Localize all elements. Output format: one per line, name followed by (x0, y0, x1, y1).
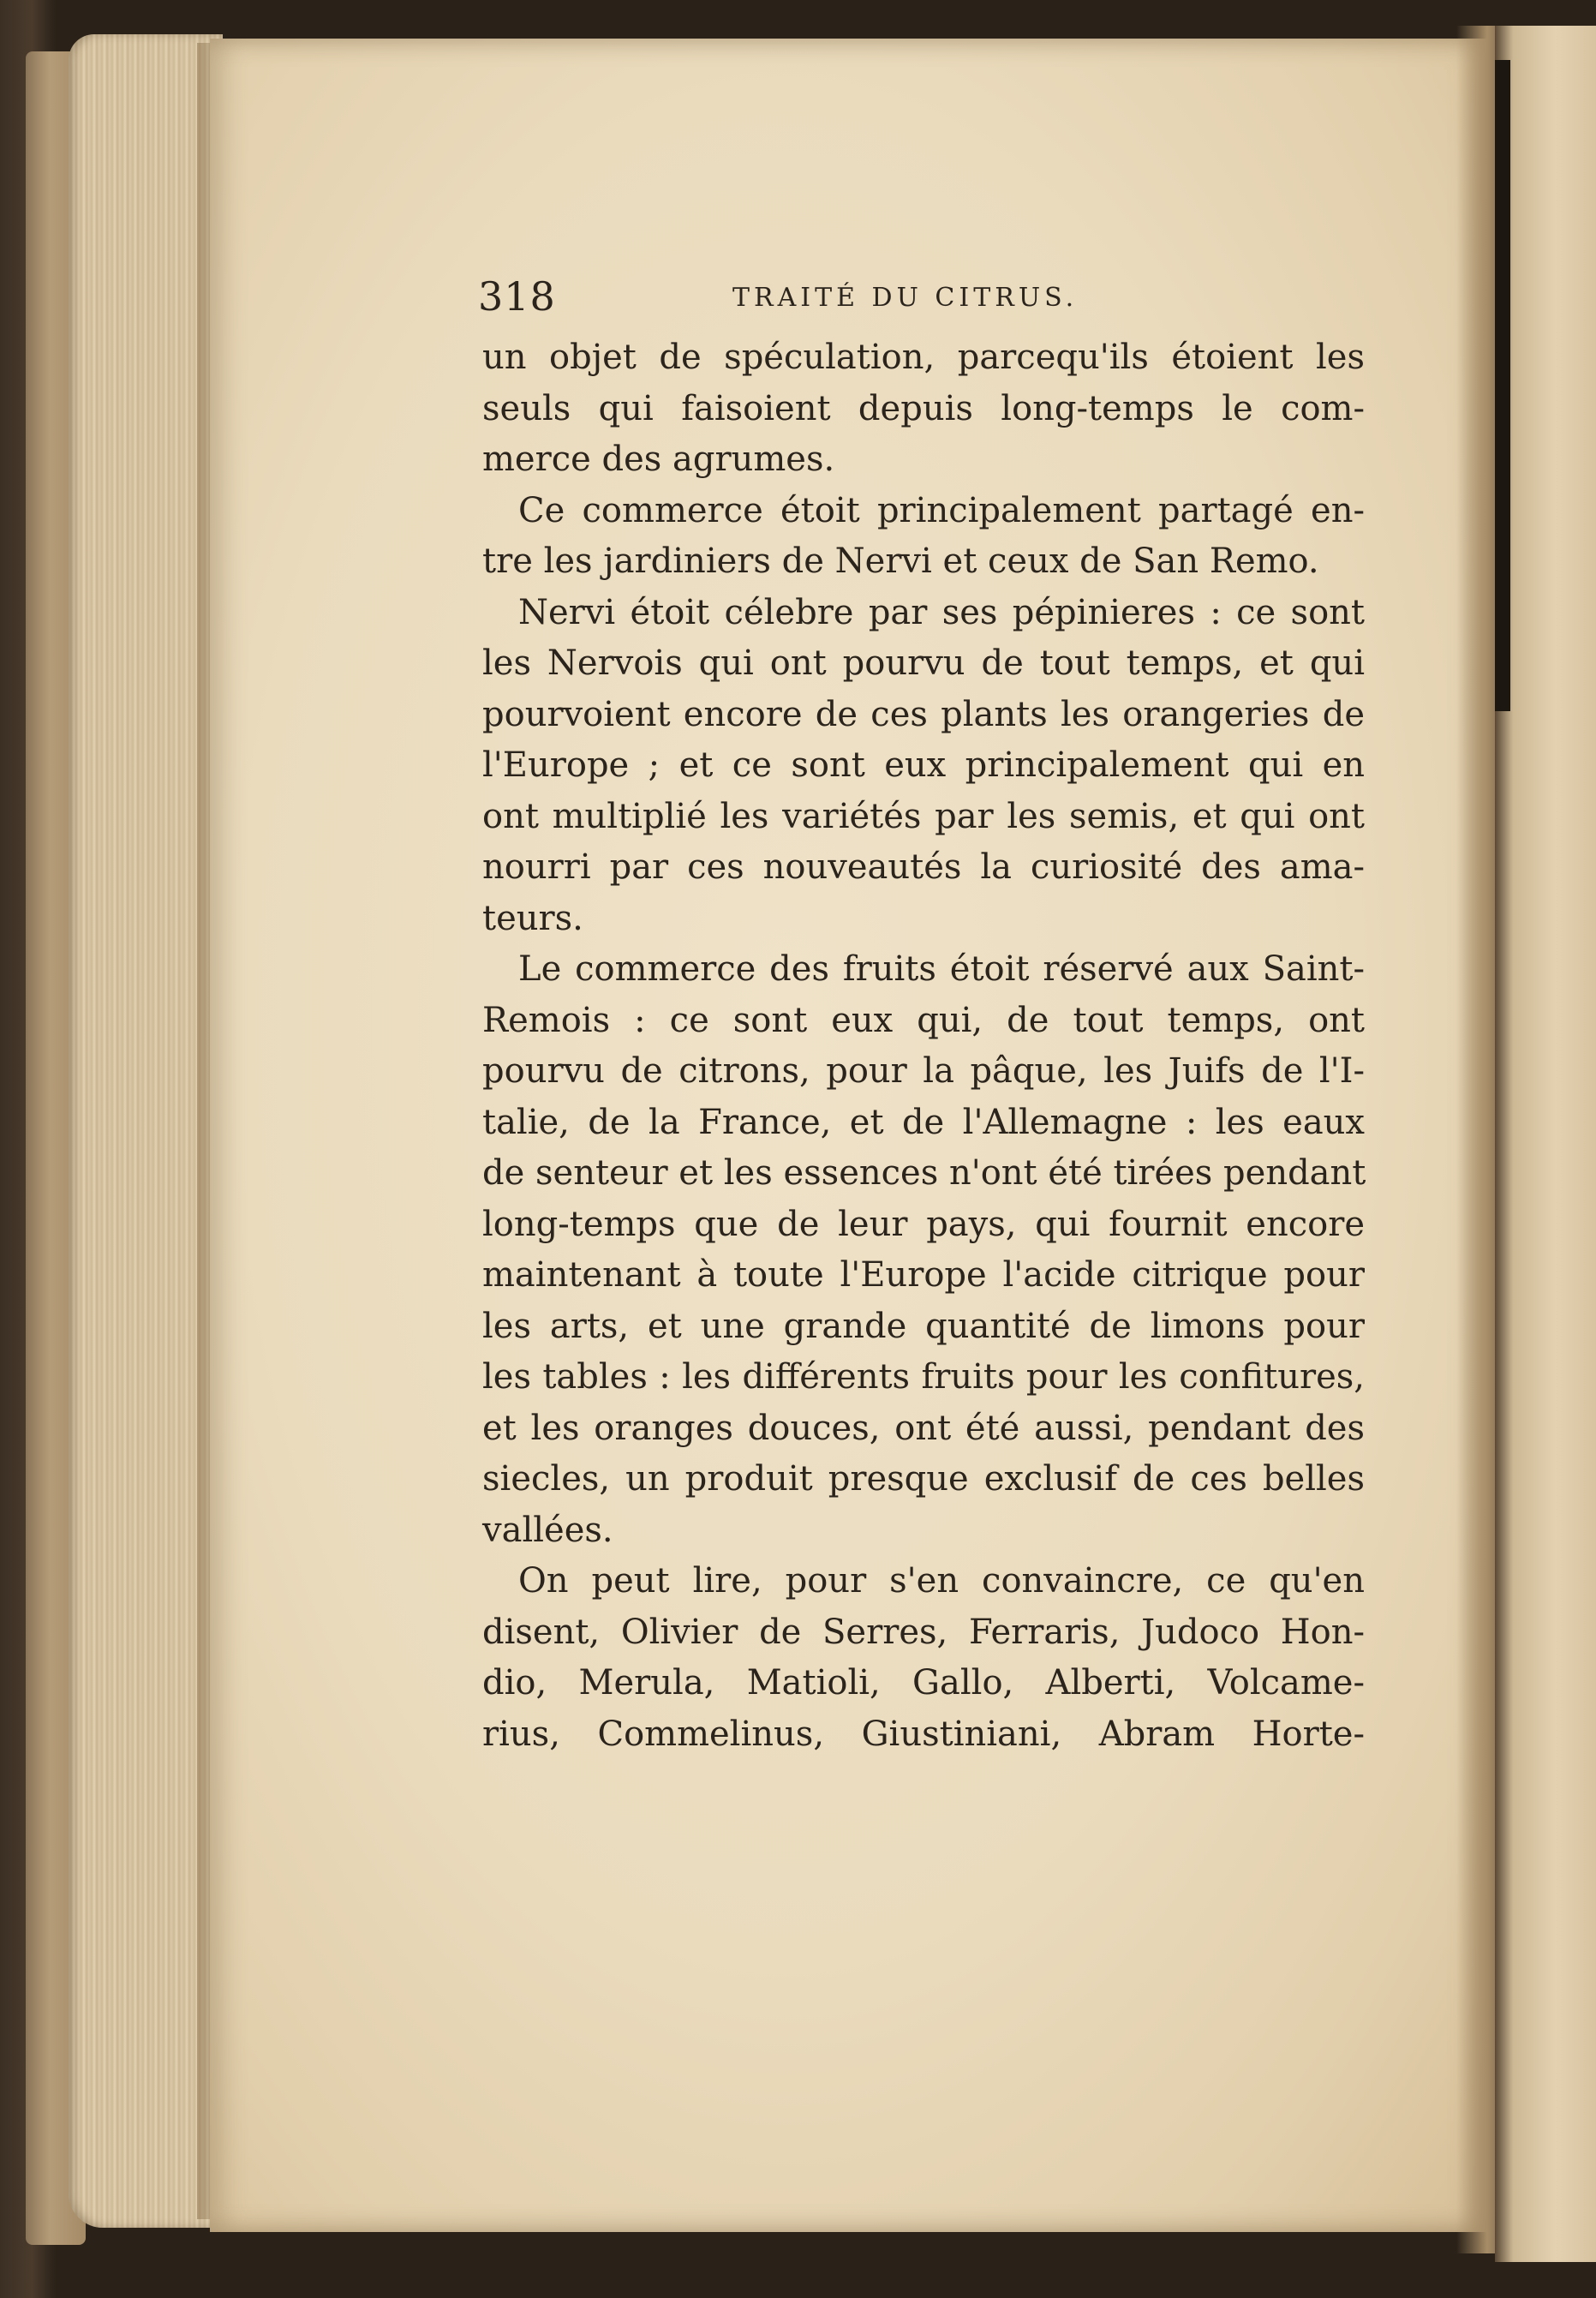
paragraph-2 (482, 486, 1365, 588)
text-line: de senteur et les essences n'ont été tirées pendant (482, 1153, 1366, 1193)
text-line: seuls qui faisoient depuis long-temps le com- (482, 388, 1365, 428)
text-line: ont multiplié les variétés par les semis, et qui ont (482, 796, 1365, 836)
text-line: Ce commerce étoit principalement partagé en- (518, 490, 1365, 530)
text-line: siecles, un produit presque exclusif de ces belles (482, 1459, 1365, 1499)
text-line: pourvoient encore de ces plants les orangeries de (482, 694, 1365, 734)
text-line: Nervi étoit célebre par ses pépinieres : ce sont (518, 592, 1365, 632)
running-head (478, 272, 1365, 320)
paragraph-1 (482, 332, 1365, 486)
text-line: pourvu de citrons, pour la pâque, les Juifs de l'I- (482, 1051, 1365, 1091)
text-line: un objet de spéculation, parcequ'ils étoient les (482, 338, 1365, 377)
text-line: les arts, et une grande quantité de limons pour (482, 1306, 1365, 1346)
text-line: maintenant à toute l'Europe l'acide citrique pour (482, 1255, 1365, 1295)
text-line: tre les jardiniers de Nervi et ceux de San Remo. (482, 542, 1319, 581)
text-line: long-temps que de leur pays, qui fournit encore (482, 1204, 1365, 1244)
paragraph-5 (482, 1556, 1365, 1760)
running-title: TRAITÉ DU CITRUS. (732, 283, 1079, 313)
text-line: nourri par ces nouveautés la curiosité des ama- (482, 847, 1365, 887)
text-line: teurs. (482, 898, 583, 938)
text-line: On peut lire, pour s'en convaincre, ce qu'en (518, 1561, 1365, 1601)
text-line: et les oranges douces, ont été aussi, pendant des (482, 1408, 1365, 1448)
text-line: l'Europe ; et ce sont eux principalement qui en (482, 745, 1365, 785)
facing-page-shadow (1495, 60, 1510, 711)
text-line: les Nervois qui ont pourvu de tout temps, et qui (482, 643, 1365, 683)
page-number: 318 (478, 273, 556, 320)
text-line: vallées. (482, 1510, 613, 1550)
paragraph-3 (482, 588, 1365, 945)
text-line: dio, Merula, Matioli, Gallo, Alberti, Volcame- (482, 1663, 1365, 1703)
text-line: talie, de la France, et de l'Allemagne : les eaux (482, 1102, 1365, 1142)
text-line: merce des agrumes. (482, 440, 835, 479)
text-line: les tables : les différents fruits pour les confitures, (482, 1357, 1365, 1397)
text-line: Le commerce des fruits étoit réservé aux Saint- (518, 949, 1365, 989)
text-line: rius, Commelinus, Giustiniani, Abram Horte- (482, 1714, 1365, 1754)
paragraph-4 (482, 944, 1365, 1556)
text-line: Remois : ce sont eux qui, de tout temps, ont (482, 1000, 1365, 1040)
page-text-block (478, 272, 1366, 1760)
text-line: disent, Olivier de Serres, Ferraris, Judoco Hon- (482, 1612, 1365, 1652)
